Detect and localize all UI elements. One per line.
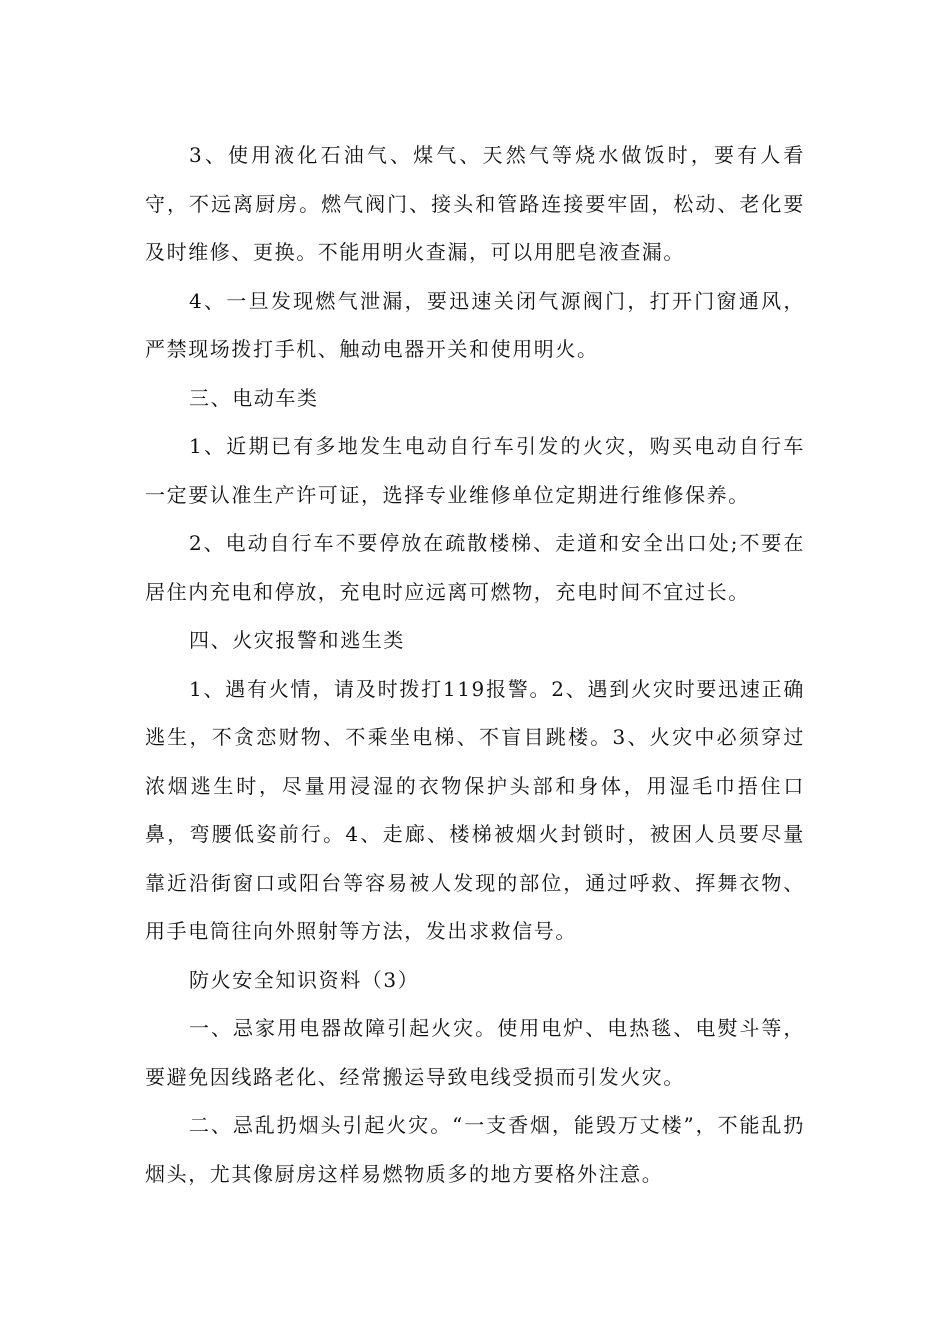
document-body bbox=[145, 131, 805, 1198]
paragraph-appliance-fire: 一、忌家用电器故障引起火灾。使用电炉、电热毯、电熨斗等，要避免因线路老化、经常搬运导致电线受损而引发火灾。 bbox=[145, 1016, 805, 1089]
section-heading-fire-alarm-escape: 四、火灾报警和逃生类 bbox=[189, 628, 405, 652]
paragraph-ebike-parking: 2、电动自行车不要停放在疏散楼梯、走道和安全出口处;不要在居住内充电和停放，充电时应远离可燃物，充电时间不宜过长。 bbox=[145, 531, 805, 604]
paragraph-cigarette-fire: 二、忌乱扔烟头引起火灾。“一支香烟，能毁万丈楼”，不能乱扔烟头，尤其像厨房这样易燃物质多的地方要格外注意。 bbox=[145, 1113, 805, 1186]
paragraph-ebike-purchase: 1、近期已有多地发生电动自行车引发的火灾，购买电动自行车一定要认准生产许可证，选择专业维修单位定期进行维修保养。 bbox=[145, 434, 805, 507]
paragraph-gas-leak: 4、一旦发现燃气泄漏，要迅速关闭气源阀门，打开门窗通风，严禁现场拨打手机、触动电器开关和使用明火。 bbox=[145, 288, 805, 361]
paragraph-fire-escape: 1、遇有火情，请及时拨打119报警。2、遇到火灾时要迅速正确逃生，不贪恋财物、不乘坐电梯、不盲目跳楼。3、火灾中必须穿过浓烟逃生时，尽量用浸湿的衣物保护头部和身体，用湿毛巾捂住口鼻，弯腰低姿前行。4、走廊、楼梯被烟火封锁时，被困人员要尽量靠近沿街窗口或阳台等容易被人发现的部位，通过呼救、挥舞衣物、用手电筒往向外照射等方法，发出求救信号。 bbox=[145, 676, 805, 943]
section-heading-fire-safety-3: 防火安全知识资料（3） bbox=[189, 967, 420, 992]
section-heading-electric-vehicles: 三、电动车类 bbox=[189, 385, 319, 410]
paragraph-gas-usage: 3、使用液化石油气、煤气、天然气等烧水做饭时，要有人看守，不远离厨房。燃气阀门、接头和管路连接要牢固，松动、老化要及时维修、更换。不能用明火查漏，可以用肥皂液查漏。 bbox=[145, 143, 805, 264]
